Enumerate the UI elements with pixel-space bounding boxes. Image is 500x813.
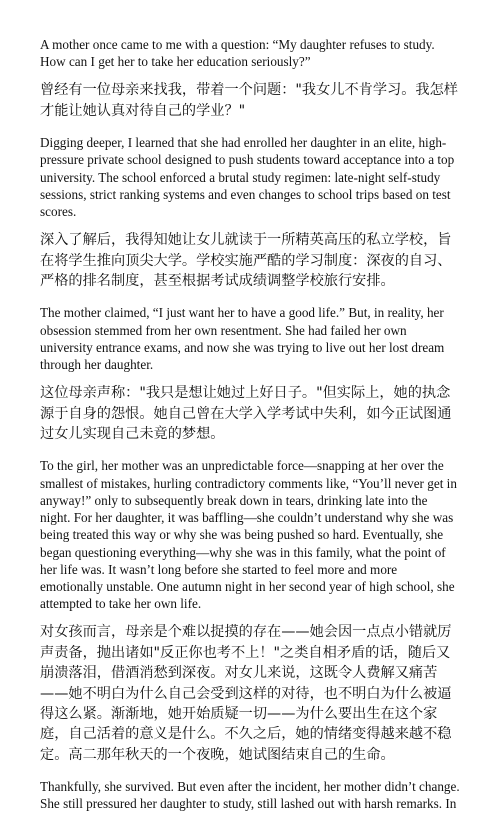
paragraph-en-3: The mother claimed, “I just want her to have a good life.” But, in reality, her obsession stemmed from her own resentment. She had failed her own university entrance exams, and now she was trying to live out her lost dream through her daughter.: [40, 305, 445, 373]
paragraph-en-1: A mother once came to me with a question: “My daughter refuses to study. How can I get her to take her education seriously?”: [40, 37, 435, 70]
paragraph-zh-4: 对女孩而言，母亲是个难以捉摸的存在——她会因一点点小错就厉声责备，抛出诸如"反正你也考不上！"之类自相矛盾的话，随后又崩溃落泪，借酒消愁到深夜。对女儿来说，这既令人费解又痛苦——她不明白为什么自己会受到这样的对待，也不明白为什么被逼得这么紧。渐渐地，她开始质疑一切——为什么要出生在这个家庭，自己活着的意义是什么。不久之后，她的情绪变得越来越不稳定。高二那年秋天的一个夜晚，她试图结束自己的生命。: [40, 624, 452, 763]
paragraph-zh-1: 曾经有一位母亲来找我，带着一个问题："我女儿不肯学习。我怎样才能让她认真对待自己的学业？": [40, 82, 458, 119]
paragraph-zh-3: 这位母亲声称："我只是想让她过上好日子。"但实际上，她的执念源于自身的怨恨。她自己曾在大学入学考试中失利，如今正试图通过女儿实现自己未竟的梦想。: [40, 385, 452, 443]
paragraph-en-2: Digging deeper, I learned that she had enrolled her daughter in an elite, high-pressure private school designed to push students toward acceptance into a top university. The school enforced a brutal study regimen: late-night self-study sessions, strict ranking systems and even changes to school trips based on test scores.: [40, 135, 455, 220]
paragraph-zh-2: 深入了解后，我得知她让女儿就读于一所精英高压的私立学校，旨在将学生推向顶尖大学。学校实施严酷的学习制度：深夜的自习、严格的排名制度，甚至根据考试成绩调整学校旅行安排。: [40, 232, 452, 290]
paragraph-en-4: To the girl, her mother was an unpredictable force—snapping at her over the smallest of mistakes, hurling contradictory comments like, “You’ll never get in anyway!” only to subsequently break down in tears, drinking late into the night. For her daughter, it was baffling—she couldn’t understand why she was being treated this way or why she was being pushed so hard. Eventually, she began questioning everything—why she was in this family, what the point of her life was. It wasn’t long before she started to feel more and more emotionally unstable. One autumn night in her second year of high school, she attempted to take her own life.: [40, 458, 457, 612]
paragraph-en-5: Thankfully, she survived. But even after the incident, her mother didn’t change. She still pressured her daughter to study, still lashed out with harsh remarks. In: [40, 779, 460, 812]
